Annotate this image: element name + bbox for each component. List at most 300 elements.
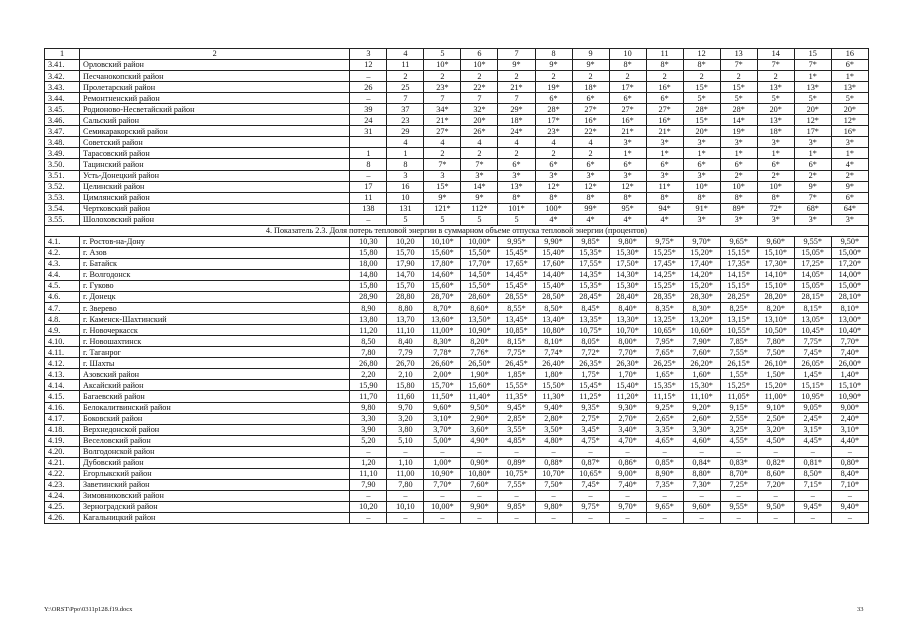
value-cell: 3,20* <box>757 424 794 435</box>
value-cell: 6* <box>498 159 535 170</box>
value-cell: – <box>350 214 387 225</box>
value-cell: 2,90* <box>461 413 498 424</box>
value-cell: 3* <box>572 170 609 181</box>
value-cell: 3,60* <box>461 424 498 435</box>
value-cell: 3* <box>720 137 757 148</box>
district-name-cell: Багаевский район <box>80 391 350 402</box>
table-row <box>45 369 869 380</box>
value-cell: 14,40* <box>535 269 572 280</box>
table-row <box>45 336 869 347</box>
value-cell: 8* <box>646 192 683 203</box>
table-row <box>45 347 869 358</box>
table-row <box>45 269 869 280</box>
value-cell: 9,10* <box>757 402 794 413</box>
value-cell: 11,20* <box>609 391 646 402</box>
value-cell: – <box>535 512 572 523</box>
table-row <box>45 148 869 159</box>
district-name-cell: Семикаракорский район <box>80 126 350 137</box>
value-cell <box>350 137 387 148</box>
value-cell: 1* <box>794 148 831 159</box>
value-cell: 15,70 <box>387 280 424 291</box>
value-cell: 7,55* <box>720 347 757 358</box>
value-cell: – <box>461 490 498 501</box>
column-number-cell: 13 <box>720 49 757 60</box>
value-cell: 8* <box>683 60 720 71</box>
value-cell: 3* <box>757 137 794 148</box>
value-cell: 3* <box>794 214 831 225</box>
table-row <box>45 479 869 490</box>
value-cell: – <box>794 512 831 523</box>
table-row <box>45 236 869 247</box>
value-cell: 15,20* <box>683 280 720 291</box>
table-row <box>45 159 869 170</box>
value-cell: 16* <box>646 115 683 126</box>
value-cell: 8,40 <box>387 336 424 347</box>
value-cell: 9* <box>498 60 535 71</box>
value-cell: 16* <box>572 115 609 126</box>
value-cell: 10,80* <box>535 325 572 336</box>
value-cell: 15* <box>683 82 720 93</box>
value-cell: 3,25* <box>720 424 757 435</box>
value-cell: 10,90* <box>461 325 498 336</box>
value-cell: 13,45* <box>498 314 535 325</box>
table-row <box>45 203 869 214</box>
value-cell: 14,45* <box>498 269 535 280</box>
value-cell: 10,90* <box>831 391 868 402</box>
district-name-cell: Родионово-Несветайский район <box>80 104 350 115</box>
district-name-cell: г. Азов <box>80 247 350 258</box>
value-cell: 8,20* <box>461 336 498 347</box>
value-cell: 9,75* <box>572 501 609 512</box>
value-cell: 1,50* <box>757 369 794 380</box>
value-cell: 3,15* <box>794 424 831 435</box>
value-cell: 18* <box>757 126 794 137</box>
row-number-cell: 4.13. <box>45 369 80 380</box>
table-row <box>45 468 869 479</box>
value-cell: 15,70* <box>424 380 461 391</box>
column-number-cell: 14 <box>757 49 794 60</box>
value-cell: 12* <box>535 181 572 192</box>
table-row <box>45 258 869 269</box>
value-cell: 15,40* <box>535 247 572 258</box>
value-cell: – <box>609 512 646 523</box>
value-cell: – <box>646 512 683 523</box>
value-cell: 1* <box>720 148 757 159</box>
value-cell: 99* <box>572 203 609 214</box>
value-cell: – <box>757 512 794 523</box>
district-name-cell: г. Таганрог <box>80 347 350 358</box>
value-cell: 11,40* <box>461 391 498 402</box>
district-name-cell: Советский район <box>80 137 350 148</box>
value-cell: 1* <box>757 148 794 159</box>
value-cell: – <box>572 512 609 523</box>
table-row <box>45 402 869 413</box>
value-cell: 15,05* <box>794 280 831 291</box>
value-cell: 8,90* <box>646 468 683 479</box>
value-cell: 29 <box>387 126 424 137</box>
value-cell: – <box>424 512 461 523</box>
value-cell: 8,05* <box>572 336 609 347</box>
value-cell: – <box>757 446 794 457</box>
district-name-cell: г. Батайск <box>80 258 350 269</box>
value-cell: 0,90* <box>461 457 498 468</box>
value-cell: 12* <box>831 115 868 126</box>
value-cell: 0,85* <box>646 457 683 468</box>
table-row <box>45 413 869 424</box>
value-cell: 7,65* <box>646 347 683 358</box>
value-cell: 10* <box>757 181 794 192</box>
row-number-cell: 4.17. <box>45 413 80 424</box>
value-cell: 4* <box>609 214 646 225</box>
value-cell: – <box>350 512 387 523</box>
value-cell: 7,10* <box>831 479 868 490</box>
value-cell: 3* <box>794 137 831 148</box>
value-cell: 2,45* <box>794 413 831 424</box>
value-cell: – <box>683 490 720 501</box>
table-row <box>45 314 869 325</box>
value-cell: 26,30* <box>609 358 646 369</box>
value-cell: 7,90 <box>350 479 387 490</box>
row-number-cell: 4.1. <box>45 236 80 247</box>
value-cell: 1,85* <box>498 369 535 380</box>
value-cell: – <box>683 512 720 523</box>
value-cell: 28,40* <box>609 292 646 303</box>
column-number-cell: 2 <box>80 49 350 60</box>
value-cell: 9,45* <box>498 402 535 413</box>
value-cell: 1* <box>683 148 720 159</box>
value-cell: 14,30* <box>609 269 646 280</box>
value-cell: 9,90* <box>535 236 572 247</box>
value-cell: 10* <box>461 60 498 71</box>
value-cell: 15,05* <box>794 247 831 258</box>
value-cell: 3* <box>461 170 498 181</box>
value-cell: 7,95* <box>646 336 683 347</box>
value-cell: 8* <box>609 192 646 203</box>
value-cell: 14,10* <box>757 269 794 280</box>
value-cell: 3,10* <box>831 424 868 435</box>
row-number-cell: 4.15. <box>45 391 80 402</box>
value-cell: 3* <box>831 214 868 225</box>
value-cell: 23* <box>424 82 461 93</box>
value-cell: 9,70 <box>387 402 424 413</box>
value-cell: 8* <box>572 192 609 203</box>
value-cell: 16 <box>387 181 424 192</box>
district-name-cell: Боковский район <box>80 413 350 424</box>
value-cell: 6* <box>794 159 831 170</box>
value-cell: 7* <box>794 192 831 203</box>
row-number-cell: 4.21. <box>45 457 80 468</box>
value-cell: 9,40* <box>535 402 572 413</box>
value-cell: 9,60* <box>424 402 461 413</box>
district-name-cell: г. Зверево <box>80 303 350 314</box>
value-cell: 17 <box>350 181 387 192</box>
district-name-cell: Дубовский район <box>80 457 350 468</box>
value-cell: 27* <box>572 104 609 115</box>
value-cell: 19* <box>720 126 757 137</box>
value-cell: 4* <box>572 214 609 225</box>
value-cell: 2,40* <box>831 413 868 424</box>
row-number-cell: 3.46. <box>45 115 80 126</box>
value-cell: 11 <box>350 192 387 203</box>
value-cell: 2,50* <box>757 413 794 424</box>
value-cell: 3* <box>535 170 572 181</box>
value-cell: 3* <box>683 170 720 181</box>
value-cell: 11,10 <box>350 468 387 479</box>
value-cell: 14,25* <box>646 269 683 280</box>
table-row <box>45 214 869 225</box>
row-number-cell: 4.19. <box>45 435 80 446</box>
value-cell: 15,60* <box>424 280 461 291</box>
value-cell: 9,50* <box>461 402 498 413</box>
value-cell: 25 <box>387 82 424 93</box>
value-cell: 24 <box>350 115 387 126</box>
district-name-cell: Егорлыкский район <box>80 468 350 479</box>
value-cell: 64* <box>831 203 868 214</box>
value-cell: 15,35* <box>572 280 609 291</box>
value-cell: – <box>831 446 868 457</box>
table-row <box>45 446 869 457</box>
value-cell: 39 <box>350 104 387 115</box>
value-cell: 20* <box>831 104 868 115</box>
value-cell: 11,60 <box>387 391 424 402</box>
value-cell: 17,50* <box>609 258 646 269</box>
value-cell: 17,90 <box>387 258 424 269</box>
value-cell: 8,60* <box>757 468 794 479</box>
value-cell: 8,70* <box>720 468 757 479</box>
row-number-cell: 4.14. <box>45 380 80 391</box>
value-cell: 18* <box>572 82 609 93</box>
value-cell: 7 <box>424 93 461 104</box>
value-cell: 0,86* <box>609 457 646 468</box>
value-cell: 8,50* <box>535 303 572 314</box>
value-cell: 2 <box>461 148 498 159</box>
value-cell: 14,70 <box>387 269 424 280</box>
value-cell: 0,81* <box>794 457 831 468</box>
value-cell: – <box>646 446 683 457</box>
value-cell: 22* <box>461 82 498 93</box>
value-cell: 26,35* <box>572 358 609 369</box>
value-cell: 6* <box>572 93 609 104</box>
value-cell: 2,70* <box>609 413 646 424</box>
value-cell: 95* <box>609 203 646 214</box>
section-title-cell: 4. Показатель 2.3. Доля потерь тепловой энергии в суммарном объеме отпуска тепловой энергии (процентов) <box>45 225 869 236</box>
value-cell: 3* <box>683 214 720 225</box>
row-number-cell: 4.12. <box>45 358 80 369</box>
value-cell: 121* <box>424 203 461 214</box>
value-cell: 20* <box>461 115 498 126</box>
value-cell: 15,45* <box>572 380 609 391</box>
value-cell: 9,65* <box>646 501 683 512</box>
value-cell: 14* <box>461 181 498 192</box>
value-cell: 15,25* <box>646 247 683 258</box>
value-cell: – <box>609 490 646 501</box>
district-name-cell: Сальский район <box>80 115 350 126</box>
value-cell: 5* <box>757 93 794 104</box>
value-cell: 7,78* <box>424 347 461 358</box>
district-name-cell: Белокалитвинский район <box>80 402 350 413</box>
value-cell: 12* <box>572 181 609 192</box>
table-row <box>45 126 869 137</box>
value-cell: 8,80* <box>683 468 720 479</box>
value-cell: 1* <box>609 148 646 159</box>
value-cell: – <box>350 170 387 181</box>
value-cell: 9,85* <box>498 501 535 512</box>
value-cell: 2 <box>609 71 646 82</box>
value-cell: 8,15* <box>498 336 535 347</box>
value-cell: 15,30* <box>609 247 646 258</box>
value-cell: 28,15* <box>794 292 831 303</box>
value-cell: 9,55* <box>720 501 757 512</box>
value-cell: 7,45* <box>572 479 609 490</box>
value-cell: 24* <box>498 126 535 137</box>
value-cell: 13,60* <box>424 314 461 325</box>
value-cell: 17,80* <box>424 258 461 269</box>
value-cell: 9,55* <box>794 236 831 247</box>
value-cell: 20* <box>757 104 794 115</box>
value-cell: 11,00* <box>424 325 461 336</box>
column-number-cell: 10 <box>609 49 646 60</box>
district-name-cell: Тарасовский район <box>80 148 350 159</box>
value-cell: 4 <box>572 137 609 148</box>
row-number-cell: 3.47. <box>45 126 80 137</box>
value-cell: 9,95* <box>498 236 535 247</box>
value-cell: 0,89* <box>498 457 535 468</box>
value-cell: 15,80 <box>387 380 424 391</box>
value-cell: 1* <box>646 148 683 159</box>
district-name-cell: г. Ростов-на-Дону <box>80 236 350 247</box>
value-cell: 3,80 <box>387 424 424 435</box>
table-row <box>45 181 869 192</box>
value-cell: 1* <box>831 148 868 159</box>
value-cell: 15,45* <box>498 247 535 258</box>
value-cell: 4,40* <box>831 435 868 446</box>
value-cell: 8* <box>609 60 646 71</box>
value-cell: 11,05* <box>720 391 757 402</box>
value-cell: 4 <box>498 137 535 148</box>
value-cell: 13* <box>498 181 535 192</box>
value-cell: 23* <box>535 126 572 137</box>
value-cell: 4 <box>424 137 461 148</box>
value-cell: 3,90 <box>350 424 387 435</box>
value-cell: 100* <box>535 203 572 214</box>
value-cell: 13,30* <box>609 314 646 325</box>
table-row <box>45 60 869 71</box>
value-cell: 10,85* <box>498 325 535 336</box>
value-cell: – <box>720 446 757 457</box>
value-cell: 5 <box>461 214 498 225</box>
table-row <box>45 501 869 512</box>
table-row <box>45 457 869 468</box>
value-cell: – <box>350 93 387 104</box>
value-cell: 1,75* <box>572 369 609 380</box>
value-cell: 7,70* <box>609 347 646 358</box>
value-cell: 9* <box>461 192 498 203</box>
value-cell: 1 <box>387 148 424 159</box>
value-cell: 23 <box>387 115 424 126</box>
value-cell: 3,70* <box>424 424 461 435</box>
value-cell: 13,40* <box>535 314 572 325</box>
column-number-cell: 8 <box>535 49 572 60</box>
table-row <box>45 192 869 203</box>
value-cell: 7,20* <box>757 479 794 490</box>
district-name-cell: Пролетарский район <box>80 82 350 93</box>
value-cell: 89* <box>720 203 757 214</box>
value-cell: 8,45* <box>572 303 609 314</box>
value-cell: 11,00* <box>757 391 794 402</box>
value-cell: 29* <box>498 104 535 115</box>
value-cell: 8,00* <box>609 336 646 347</box>
row-number-cell: 4.20. <box>45 446 80 457</box>
value-cell: – <box>387 512 424 523</box>
value-cell: 8,55* <box>498 303 535 314</box>
value-cell: 14,15* <box>720 269 757 280</box>
value-cell: 13* <box>757 82 794 93</box>
value-cell: 7,75* <box>794 336 831 347</box>
district-name-cell: г. Гуково <box>80 280 350 291</box>
value-cell: 10,75* <box>572 325 609 336</box>
value-cell: 15,50* <box>461 247 498 258</box>
value-cell: 7,90* <box>683 336 720 347</box>
value-cell: 8,10* <box>831 303 868 314</box>
value-cell: 31 <box>350 126 387 137</box>
value-cell: 28,50* <box>535 292 572 303</box>
value-cell: 9,25* <box>646 402 683 413</box>
value-cell: 15,10* <box>757 280 794 291</box>
value-cell: 0,80* <box>831 457 868 468</box>
value-cell: 15,20* <box>683 247 720 258</box>
value-cell: – <box>609 446 646 457</box>
value-cell: 26,05* <box>794 358 831 369</box>
table-row <box>45 303 869 314</box>
value-cell: 4,85* <box>498 435 535 446</box>
district-name-cell: Волгодонской район <box>80 446 350 457</box>
value-cell: 9,80 <box>350 402 387 413</box>
value-cell: 15,60* <box>424 247 461 258</box>
column-number-cell: 12 <box>683 49 720 60</box>
value-cell: – <box>461 446 498 457</box>
value-cell: 8 <box>350 159 387 170</box>
district-name-cell: Тацинский район <box>80 159 350 170</box>
value-cell: 15,00* <box>831 280 868 291</box>
value-cell: 28* <box>683 104 720 115</box>
table-row <box>45 170 869 181</box>
value-cell: 1,60* <box>683 369 720 380</box>
value-cell: 3,40* <box>609 424 646 435</box>
value-cell: 10,20 <box>350 501 387 512</box>
value-cell: – <box>572 446 609 457</box>
value-cell: 34* <box>424 104 461 115</box>
value-cell: 13,50* <box>461 314 498 325</box>
value-cell: 7,15* <box>794 479 831 490</box>
district-name-cell: г. Новочеркасск <box>80 325 350 336</box>
value-cell: 8* <box>535 192 572 203</box>
value-cell: 10,70* <box>535 468 572 479</box>
value-cell: 8,40* <box>831 468 868 479</box>
value-cell: 4 <box>535 137 572 148</box>
table-row <box>45 137 869 148</box>
value-cell: 8,10* <box>535 336 572 347</box>
value-cell: 7 <box>498 93 535 104</box>
value-cell: 28,35* <box>646 292 683 303</box>
value-cell: 16* <box>831 126 868 137</box>
value-cell: 7,30* <box>683 479 720 490</box>
value-cell: 6* <box>535 93 572 104</box>
value-cell: 26,45* <box>498 358 535 369</box>
table-row <box>45 104 869 115</box>
table-row <box>45 490 869 501</box>
value-cell: 28* <box>535 104 572 115</box>
value-cell: – <box>350 490 387 501</box>
